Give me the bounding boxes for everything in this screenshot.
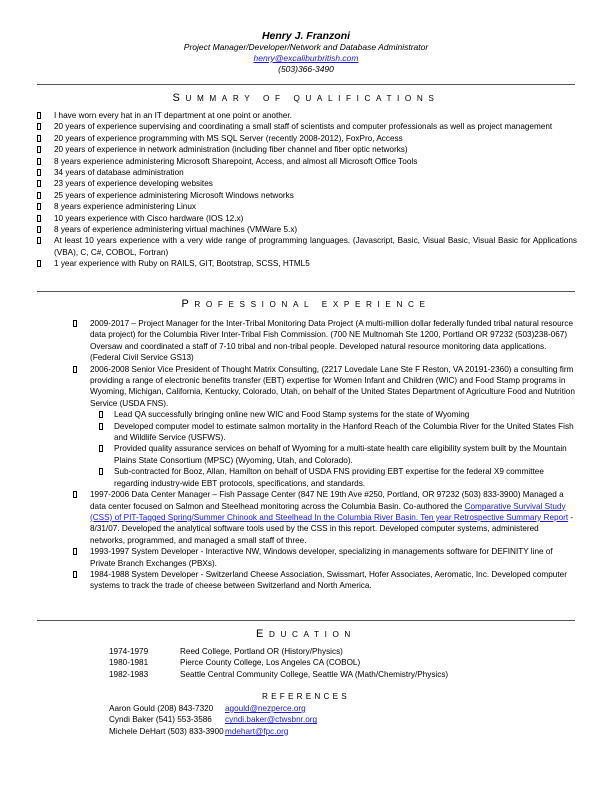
checkbox-bullet-icon: [37, 169, 41, 176]
list-item: Provided quality assurance services on behalf of Wyoming for a multi-state health care eligibility system built by the Mountain Plains State Consortium (MPSC) (Wyoming, Utah, and Colorado).: [90, 443, 575, 466]
education-row: 1982-1983 Seattle Central Community College, Seattle WA (Math/Chemistry/Physics): [109, 669, 449, 679]
job-entry: 2006-2008 Senior Vice President of Thought Matrix Consulting, (2217 Lovedale Lane Ste F Reston, VA 20191-2360) a consulting firm providing a range of electronic benefits transfer (EBT) expertise for Women Infant and Children (WIC) and Food Stamp programs in Wyoming, Michigan, California, Kentucky, Colorado, Utah, on behalf of the United States Department of Agriculture Food and Nutrition Service (USDA FNS). Lead QA successfully bringing online new WIC and Food Stamp systems for the state of Wyoming Developed computer model to estimate salmon mortality in the Hanford Reach of the Columbia River for the United States Fish and Wildlife Service (USFWS). Provided quality assurance services on behalf of Wyoming for a multi-state health care eligibility system built by the Mountain Plains State Consortium (MPSC) (Wyoming, Utah, and Colorado). Sub-contracted for Booz, Allan, Hamilton on behalf of USDA FNS providing EBT expertise for the federal X9 committee regarding industry-wide EBT protocols, specifications, and standards.: [73, 364, 575, 489]
checkbox-bullet-icon: [37, 146, 41, 153]
education-row: 1974-1979 Reed College, Portland OR (History/Physics): [109, 647, 343, 656]
checkbox-bullet-icon: [37, 215, 41, 222]
qualifications-list: [37, 110, 577, 270]
list-item: At least 10 years experience with a very wide range of programming languages. (Javascript, Basic, Visual Basic, Visual Basic for Applications (VBA), C, C#, COBOL, Fortran): [37, 235, 577, 258]
section-title-education: EDUCATION: [256, 628, 356, 640]
education-list: [109, 646, 448, 680]
list-item: 20 years of experience supervising and coordinating a small staff of scientists and computer professionals as well as project management: [37, 121, 577, 132]
divider: [37, 291, 575, 292]
list-item: 25 years of experience administering Microsoft Windows networks: [37, 190, 577, 201]
reference-row: Michele DeHart (503) 833-3900 mdehart@fpc.org: [109, 726, 289, 736]
checkbox-bullet-icon: [37, 237, 41, 244]
experience-list: [73, 318, 575, 592]
job-entry: 1993-1997 System Developer - Interactive NW, Windows developer, specializing in managements software for DEFINITY line of Private Branch Exchanges (PBXs).: [73, 546, 575, 569]
list-item: 10 years experience with Cisco hardware (IOS 12.x): [37, 213, 577, 224]
divider: [37, 84, 575, 85]
checkbox-bullet-icon: [99, 445, 103, 452]
checkbox-bullet-icon: [37, 192, 41, 199]
job-entry: 2009-2017 – Project Manager for the Inter-Tribal Monitoring Data Project (A multi-million dollar federally funded tribal natural resource data project) for the Columbia River Inter-Tribal Fish Commission. (700 NE Multnomah Ste 1200, Portland OR 97232 (503)238-067) Oversaw and coordinated a staff of 7-10 tribal and non-tribal people. Developed natural resource monitoring data applications. (Federal Civil Service GS13): [73, 318, 575, 364]
email-link[interactable]: henry@excaliburbritish.com: [253, 53, 359, 63]
list-item: Developed computer model to estimate salmon mortality in the Hanford Reach of the Columbia River for the United States Fish and Wildlife Service (USFWS).: [90, 421, 575, 444]
checkbox-bullet-icon: [37, 158, 41, 165]
section-title-experience: PROFESSIONAL EXPERIENCE: [181, 298, 431, 310]
references-list: [109, 703, 317, 737]
reference-row: Aaron Gould (208) 843-7320 agould@nezperce.org: [109, 704, 306, 713]
list-item: Lead QA successfully bringing online new WIC and Food Stamp systems for the state of Wyoming: [90, 409, 575, 420]
list-item: I have worn every hat in an IT department at one point or another.: [37, 110, 577, 121]
checkbox-bullet-icon: [37, 135, 41, 142]
list-item: 8 years of experience administering virtual machines (VMWare 5.x): [37, 224, 577, 235]
checkbox-bullet-icon: [99, 411, 103, 418]
checkbox-bullet-icon: [37, 226, 41, 233]
list-item: 23 years of experience developing websites: [37, 178, 577, 189]
checkbox-bullet-icon: [37, 112, 41, 119]
checkbox-bullet-icon: [37, 123, 41, 130]
divider: [37, 620, 575, 621]
section-title-summary: SUMMARY OF QUALIFICATIONS: [172, 92, 440, 104]
checkbox-bullet-icon: [37, 203, 41, 210]
job-subitems: [90, 409, 575, 489]
education-row: 1980-1981 Pierce County College, Los Angeles CA (COBOL): [109, 658, 361, 668]
job-title: Project Manager/Developer/Network and Database Administrator: [183, 42, 429, 52]
phone-number: (503)366-3490: [278, 64, 334, 74]
reference-email-link[interactable]: mdehart@fpc.org: [225, 726, 289, 736]
checkbox-bullet-icon: [73, 548, 77, 555]
checkbox-bullet-icon: [99, 423, 103, 430]
checkbox-bullet-icon: [73, 491, 77, 498]
list-item: 20 years of experience in network administration (including fiber channel and fiber optic networks): [37, 144, 577, 155]
list-item: 1 year experience with Ruby on RAILS, GIT, Bootstrap, SCSS, HTML5: [37, 258, 577, 269]
checkbox-bullet-icon: [99, 468, 103, 475]
checkbox-bullet-icon: [37, 180, 41, 187]
resume-header: [0, 30, 612, 75]
person-name: Henry J. Franzoni: [261, 30, 351, 42]
reference-email-link[interactable]: agould@nezperce.org: [225, 704, 306, 713]
checkbox-bullet-icon: [73, 366, 77, 373]
css-report-link[interactable]: Comparative Survival Study (CSS) of PIT-Tagged Spring/Summer Chinook and Steelhead In the Columbia River Basin. Ten year Retrospective Summary Report: [90, 501, 569, 522]
checkbox-bullet-icon: [73, 571, 77, 578]
job-entry: 1997-2006 Data Center Manager – Fish Passage Center (847 NE 19th Ave #250, Portland, OR 97232 (503) 833-3900) Managed a data center focused on Salmon and Steelhead monitoring across the Columbia Basin. Co-authored the Comparative Survival Study (CSS) of PIT-Tagged Spring/Summer Chinook and Steelhead In the Columbia River Basin. Ten year Retrospective Summary Report - 8/31/07. Developed the analytical software tools used by the CSS in this report. Developed computer systems, administered networks, programmed, and managed a small staff of three.: [73, 489, 575, 546]
checkbox-bullet-icon: [73, 320, 77, 327]
list-item: Sub-contracted for Booz, Allan, Hamilton on behalf of USDA FNS providing EBT expertise for the federal X9 committee regarding industry-wide EBT protocols, specifications, and standards.: [90, 466, 575, 489]
list-item: 20 years of experience programming with MS SQL Server (recently 2008-2012), FoxPro, Access: [37, 133, 577, 144]
section-title-references: REFERENCES: [262, 692, 350, 701]
job-entry: 1984-1988 System Developer - Switzerland Cheese Association, Swissmart, Hofer Associates, Aeromatic, Inc. Developed computer systems to track the trade of cheese between Switzerland and North America.: [73, 569, 575, 592]
list-item: 34 years of database administration: [37, 167, 577, 178]
checkbox-bullet-icon: [37, 260, 41, 267]
list-item: 8 years experience administering Linux: [37, 201, 577, 212]
list-item: 8 years experience administering Microsoft Sharepoint, Access, and almost all Microsoft Office Tools: [37, 156, 577, 167]
reference-email-link[interactable]: cyndi.baker@ctwsbnr.org: [225, 715, 318, 725]
reference-row: Cyndi Baker (541) 553-3586 cyndi.baker@ctwsbnr.org: [109, 715, 318, 725]
